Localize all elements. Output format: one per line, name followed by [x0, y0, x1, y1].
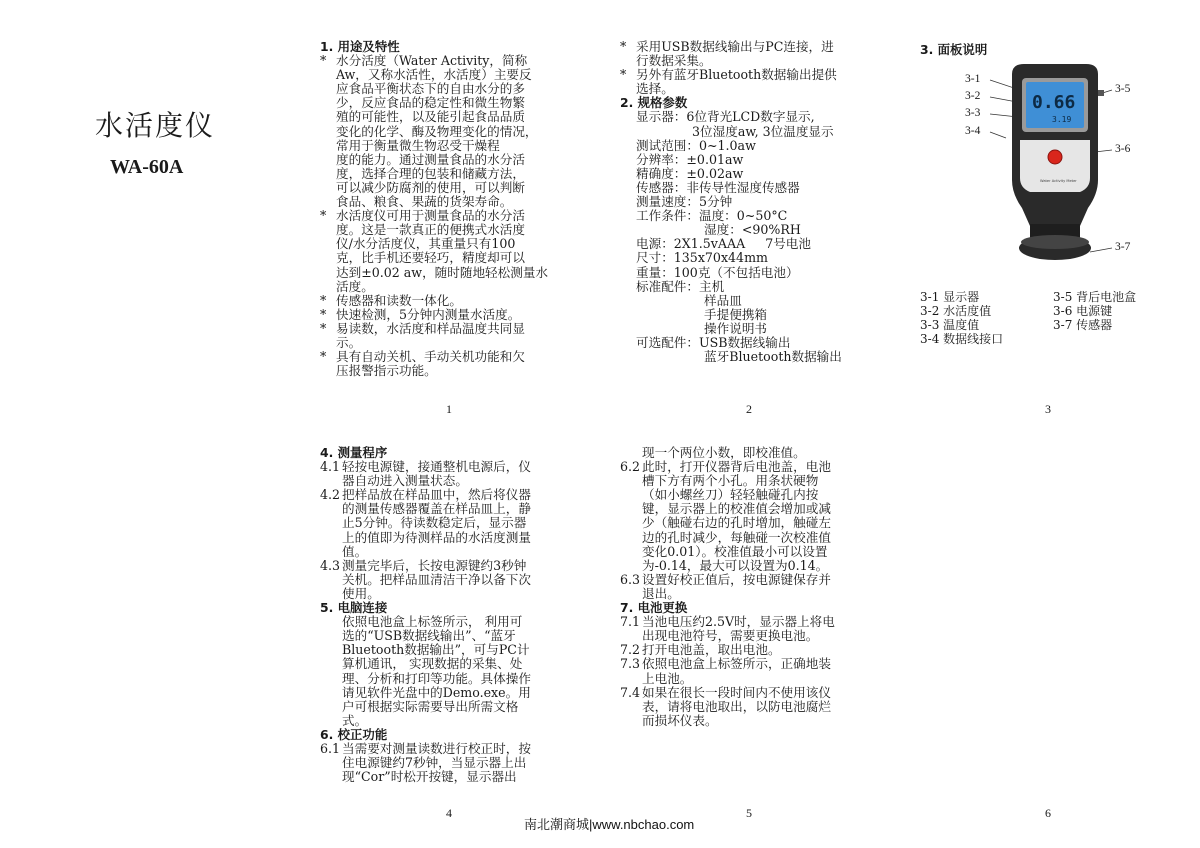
bullet-item: [320, 209, 580, 294]
text-line: 户可根据实际需要导出所需文格: [342, 698, 519, 714]
spec-line: 精确度：±0.02aw: [636, 165, 744, 181]
spec-line: 可选配件：USB数据线输出: [636, 334, 791, 350]
legend-left: [920, 290, 1003, 346]
bullet-mark: *: [320, 53, 327, 69]
cover-title: 水活度仪: [95, 109, 216, 142]
text-line: 快速检测，5分钟内测量水活度。: [336, 306, 521, 322]
text-line: 度。这是一款真正的便携式水活度: [336, 222, 525, 238]
text-line: 食品、粮食、果蔬的货架寿命。: [336, 194, 513, 210]
item-text: [642, 573, 882, 601]
item-text: [342, 615, 582, 728]
bullet-item: [320, 308, 580, 322]
text-line: 可以减少防腐剂的使用，可以判断: [336, 179, 525, 195]
text-line: 殖的可能性，以及能引起食品品质: [336, 109, 525, 125]
text-line: 打开电池盖，取出电池。: [642, 642, 781, 658]
bullet-item: [320, 54, 580, 209]
bullet-item: [320, 350, 580, 378]
legend-item: 3-4 数据线接口: [920, 332, 1004, 346]
legend-item: 3-5 背后电池盒: [1053, 290, 1137, 304]
item-text: [342, 460, 582, 488]
text-line: 请见软件光盘中的Demo.exe。用: [342, 684, 531, 700]
text-line: 退出。: [642, 585, 680, 601]
text-line: 测量完毕后，长按电源键约3秒钟: [342, 557, 527, 573]
page-number-1: 1: [446, 402, 452, 416]
item-text: [642, 686, 882, 728]
bullet-text: [336, 322, 580, 350]
text-line: 键，显示器上的校准值会增加或减: [642, 501, 831, 517]
footer-watermark: 南北潮商城|www.nbchao.com: [524, 817, 695, 832]
text-line: 示。: [336, 334, 362, 350]
spec-line: 尺寸：135x70x44mm: [636, 250, 768, 266]
item-number: 4.1: [320, 459, 341, 475]
text-line: 的测量传感器覆盖在样品皿上，静: [342, 501, 531, 517]
text-line: 上电池。: [642, 670, 693, 686]
device-brand: Water Activity Meter: [1040, 179, 1077, 183]
text-line: 止5分钟。待读数稳定后，显示器: [342, 515, 527, 531]
text-line: 算机通讯， 实现数据的采集、处: [342, 656, 523, 672]
text-line: 依照电池盒上标签所示， 利用可: [342, 614, 523, 630]
text-line: 当需要对测量读数进行校正时，按: [342, 740, 531, 756]
item-number: 7.1: [620, 614, 641, 630]
text-line: 应食品平衡状态下的自由水分的多: [336, 81, 525, 97]
text-line: 把样品放在样品皿中，然后将仪器: [342, 487, 531, 503]
text-line: Aw，又称水活性，水活度）主要反: [336, 67, 532, 83]
callout-label: 3-7: [1115, 241, 1131, 253]
bullet-item: [320, 322, 580, 350]
bullet-text: [336, 294, 580, 308]
item-text: [642, 643, 882, 657]
text-line: 上的值即为待测样品的水活度测量: [342, 529, 531, 545]
text-line: 边的孔时减少，每触碰一次校准值: [642, 529, 831, 545]
text-line: 变化的化学、酶及物理变化的情况，: [336, 123, 538, 139]
item-text: [642, 657, 882, 685]
page-1-content: [320, 40, 580, 378]
bullet-mark: *: [320, 320, 327, 336]
usb-port-icon: [1098, 90, 1104, 96]
section-heading: 4. 测量程序: [320, 445, 388, 460]
text-line: 住电源键约7秒钟，当显示器上出: [342, 755, 527, 771]
section-heading: 7. 电池更换: [620, 600, 688, 616]
page-number-4: 4: [446, 806, 452, 820]
text-line: Bluetooth数据输出”，可与PC计: [342, 642, 530, 658]
bullet-text: [336, 308, 580, 322]
text-line: 水分活度（Water Activity，简称: [336, 53, 528, 69]
text-line: 易读数，水活度和样品温度共同显: [336, 320, 525, 336]
item-text: [642, 446, 882, 460]
numbered-item: [320, 742, 582, 784]
bullet-mark: *: [620, 67, 627, 83]
text-line: 式。: [342, 712, 368, 728]
text-line: 选的“USB数据线输出”、“蓝牙: [342, 628, 516, 644]
numbered-item: [620, 643, 882, 657]
legend-item: 3-2 水活度值: [920, 304, 992, 318]
text-line: 水活度仪可用于测量食品的水分活: [336, 208, 525, 224]
numbered-item: [620, 615, 882, 643]
text-line: 为-0.14，最大可以设置为0.14。: [642, 557, 829, 573]
spec-line: 蓝牙Bluetooth数据输出: [636, 349, 842, 365]
legend-item: 3-7 传感器: [1053, 318, 1113, 332]
callout-label: 3-5: [1115, 83, 1131, 95]
spec-line: 操作说明书: [636, 320, 768, 336]
bullet-item: [620, 68, 882, 96]
spec-line: 重量：100克（不包括电池）: [636, 264, 799, 280]
section-heading: 5. 电脑连接: [320, 600, 388, 616]
bullet-mark: *: [320, 292, 327, 308]
text-line: 变化0.01）。校准值最小可以设置: [642, 543, 828, 559]
spec-line: 测量速度：5分钟: [636, 194, 733, 210]
legend-right: [1053, 290, 1136, 332]
text-line: 少（触碰右边的孔时增加，触碰左: [642, 515, 831, 531]
text-line: 依照电池盒上标签所示，正确地装: [642, 656, 831, 672]
page-2-content: [620, 40, 882, 364]
text-line: 另外有蓝牙Bluetooth数据输出提供: [636, 67, 837, 83]
spec-line: 电源：2X1.5vAAA 7号电池: [636, 236, 811, 252]
text-line: 理、分析和打印等功能。具体操作: [342, 670, 531, 686]
item-number: 7.3: [620, 656, 641, 672]
text-line: 设置好校正值后，按电源键保存并: [642, 571, 831, 587]
text-line: 此时，打开仪器背后电池盖，电池: [642, 459, 831, 475]
lcd-temp: 3.19: [1052, 115, 1072, 124]
text-line: 行数据采集。: [636, 53, 712, 69]
spec-line: 3位湿度aw, 3位温度显示: [636, 123, 834, 139]
text-line: 槽下方有两个小孔。用条状硬物: [642, 473, 819, 489]
item-text: [342, 559, 582, 601]
bullet-mark: *: [320, 208, 327, 224]
spec-list: [620, 110, 882, 364]
numbered-item: [320, 559, 582, 601]
item-number: 7.2: [620, 642, 641, 658]
bullet-item: [620, 40, 882, 68]
numbered-item: [620, 657, 882, 685]
item-number: 6.2: [620, 459, 641, 475]
numbered-item: [620, 446, 882, 460]
text-line: 具有自动关机、手动关机功能和欠: [336, 349, 525, 365]
item-text: [342, 488, 582, 558]
item-number: 4.2: [320, 487, 341, 503]
text-line: 器自动进入测量状态。: [342, 473, 468, 489]
numbered-item: [620, 573, 882, 601]
page-4-content: [320, 446, 582, 784]
bullet-mark: *: [320, 349, 327, 365]
bullet-text: [336, 350, 580, 378]
numbered-item: [320, 615, 582, 728]
spec-line: 标准配件：主机: [636, 278, 725, 294]
item-text: [342, 742, 582, 784]
text-line: 表，请将电池取出，以防电池腐烂: [642, 698, 831, 714]
text-line: 而损坏仪表。: [642, 712, 718, 728]
spec-line: 测试范围：0~1.0aw: [636, 137, 756, 153]
bullet-item: [320, 294, 580, 308]
spec-line: 分辨率：±0.01aw: [636, 151, 744, 167]
text-line: 采用USB数据线输出与PC连接，进: [636, 39, 834, 54]
power-button-icon: [1048, 150, 1062, 164]
callout-label: 3-3: [965, 107, 981, 119]
lcd-reading: 0.66: [1032, 92, 1076, 113]
section-heading: 6. 校正功能: [320, 726, 388, 742]
item-number: 6.1: [320, 740, 341, 756]
text-line: 活度。: [336, 278, 374, 294]
text-line: 如果在很长一段时间内不使用该仪: [642, 684, 831, 700]
text-line: 度的能力。通过测量食品的水分活: [336, 151, 525, 167]
text-line: 当池电压约2.5V时，显示器上将电: [642, 614, 835, 630]
text-line: 度，选择合理的包装和储藏方法，: [336, 165, 525, 181]
text-line: 达到±0.02 aw，随时随地轻松测量水: [336, 264, 549, 280]
item-number: [320, 615, 342, 728]
text-line: 现一个两位小数，即校准值。: [642, 445, 806, 460]
page-number-3: 3: [1045, 402, 1051, 416]
bullet-text: [636, 68, 882, 96]
callout-label: 3-6: [1115, 143, 1131, 155]
text-line: 常用于衡量微生物忍受干燥程: [336, 137, 500, 153]
text-line: 传感器和读数一体化。: [336, 292, 462, 308]
legend-item: 3-3 温度值: [920, 318, 980, 332]
text-line: 使用。: [342, 585, 380, 601]
text-line: 出现电池符号，需要更换电池。: [642, 628, 819, 644]
callout-label: 3-1: [965, 73, 981, 85]
item-number: 4.3: [320, 557, 341, 573]
cover-model: WA-60A: [110, 156, 184, 178]
numbered-item: [320, 488, 582, 558]
legend-item: 3-6 电源键: [1053, 304, 1113, 318]
item-text: [642, 460, 882, 573]
text-line: 现“Cor”时松开按键，显示器出: [342, 769, 517, 785]
text-line: 仪/水分活度仪，其重量只有100: [336, 236, 516, 252]
page-number-2: 2: [746, 402, 752, 416]
text-line: 轻按电源键，接通整机电源后，仪: [342, 459, 531, 475]
spec-line: 湿度：<90%RH: [636, 222, 801, 238]
spec-line: 传感器：非传导性湿度传感器: [636, 179, 800, 195]
callout-label: 3-4: [965, 125, 981, 137]
section-heading: 1. 用途及特性: [320, 39, 400, 54]
item-number: 6.3: [620, 571, 641, 587]
legend-item: 3-1 显示器: [920, 290, 980, 304]
spec-line: 显示器：6位背光LCD数字显示,: [636, 109, 815, 125]
text-line: （如小螺丝刀）轻轻触碰孔内按: [642, 487, 819, 503]
bullet-text: [336, 54, 580, 209]
numbered-item: [320, 460, 582, 488]
bullet-text: [336, 209, 580, 294]
item-number: 7.4: [620, 684, 641, 700]
page-number-6: 6: [1045, 806, 1051, 820]
page-number-5: 5: [746, 806, 752, 820]
text-line: 克，比手机还要轻巧，精度却可以: [336, 250, 525, 266]
item-number: [620, 446, 642, 460]
panel-heading: 3. 面板说明: [920, 42, 988, 57]
text-line: 选择。: [636, 81, 674, 97]
text-line: 值。: [342, 543, 368, 559]
text-line: 压报警指示功能。: [336, 363, 437, 379]
bullet-text: [636, 40, 882, 68]
bullet-mark: *: [320, 306, 327, 322]
page-5-content: [620, 446, 882, 728]
section-heading: 2. 规格参数: [620, 95, 688, 111]
numbered-item: [620, 460, 882, 573]
item-text: [642, 615, 882, 643]
bullet-mark: *: [620, 39, 627, 54]
text-line: 少，反应食品的稳定性和微生物繁: [336, 95, 525, 111]
numbered-item: [620, 686, 882, 728]
spec-line: 工作条件：温度：0~50°C: [636, 208, 788, 224]
spec-line: 手提便携箱: [636, 306, 768, 322]
spec-line: 样品皿: [636, 292, 742, 308]
text-line: 关机。把样品皿清洁干净以备下次: [342, 571, 531, 587]
callout-label: 3-2: [965, 90, 981, 102]
